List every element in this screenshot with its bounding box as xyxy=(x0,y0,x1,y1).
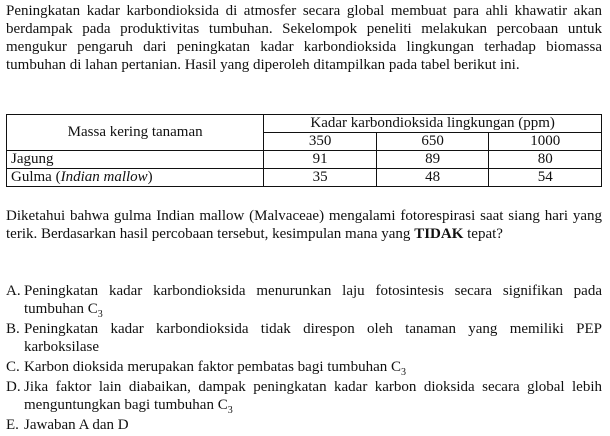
option-d[interactable]: D. Jika faktor lain diabaikan, dampak peningkatan kadar karbon dioksida secara global lebih menguntungkan bagi tumbuhan $C_3$ xyxy=(6,379,602,416)
table-cell: 91 xyxy=(264,151,377,169)
table-row xyxy=(7,151,602,169)
column-header-co2-level: Kadar karbondioksida lingkungan (ppm) xyxy=(264,115,602,133)
results-table xyxy=(6,114,602,187)
option-e[interactable]: E. Jawaban A dan D xyxy=(6,417,129,433)
intro-paragraph: Peningkatan kadar karbondioksida di atmosfer secara global membuat para ahli khawatir akan berdampak pada produktivitas tumbuhan. Sekelompok peneliti melakukan percobaan untuk mengukur pengaruh dari peningkatan kadar karbondioksida lingkungan terhadap biomassa tumbuhan di lahan pertanian. Hasil yang diperoleh ditampilkan pada tabel berikut ini. xyxy=(6,3,602,73)
table-header-row xyxy=(7,115,602,133)
table-cell: 54 xyxy=(489,169,602,187)
option-c[interactable]: C. Karbon dioksida merupakan faktor pembatas bagi tumbuhan $C_3$ xyxy=(6,359,406,378)
level-650: 650 xyxy=(376,133,489,151)
table-row xyxy=(7,169,602,187)
row-label-jagung: Jagung xyxy=(7,151,264,169)
question-paragraph: Diketahui bahwa gulma Indian mallow (Malvaceae) mengalami fotorespirasi saat siang hari yang terik. Berdasarkan hasil percobaan tersebut, kesimpulan mana yang TIDAK tepat? xyxy=(6,208,602,242)
table-cell: 89 xyxy=(376,151,489,169)
level-350: 350 xyxy=(264,133,377,151)
table-cell: 35 xyxy=(264,169,377,187)
table-cell: 48 xyxy=(376,169,489,187)
column-header-dry-mass: Massa kering tanaman xyxy=(7,115,264,151)
row-label-gulma: Gulma (Indian mallow) xyxy=(7,169,264,187)
option-a[interactable]: A. Peningkatan kadar karbondioksida menurunkan laju fotosintesis secara signifikan pada tumbuhan $C_3$ xyxy=(6,283,602,320)
option-b[interactable]: B. Peningkatan kadar karbondioksida tidak direspon oleh tanaman yang memiliki PEP karboksilase xyxy=(6,321,602,355)
level-1000: 1000 xyxy=(489,133,602,151)
table-cell: 80 xyxy=(489,151,602,169)
answer-options xyxy=(6,282,602,436)
question-emphasis: TIDAK xyxy=(414,226,464,242)
